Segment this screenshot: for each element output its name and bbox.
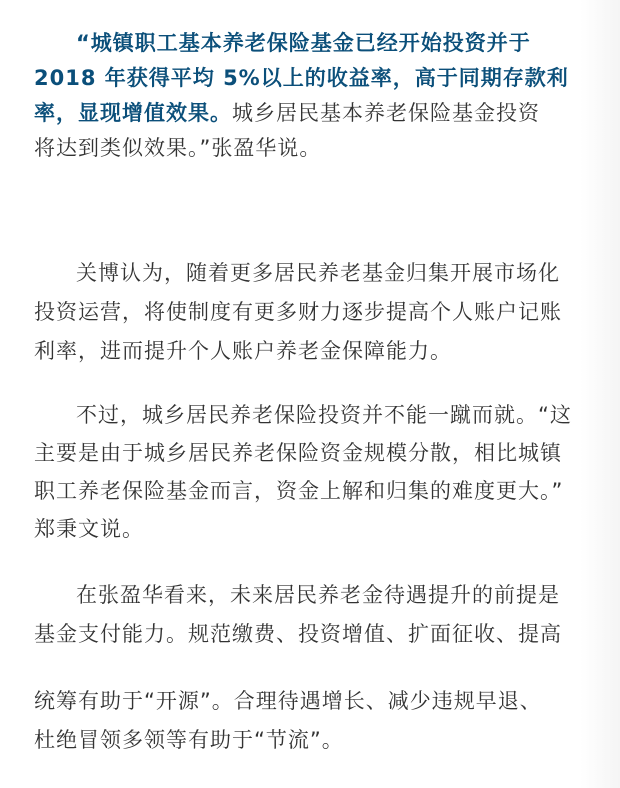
text-line: 统筹有助于“开源”。合理待遇增长、减少违规早退、 xyxy=(34,689,542,713)
text-line: 利率，进而提升个人账户养老金保障能力。 xyxy=(34,339,452,363)
text-line: 投资运营，将使制度有更多财力逐步提高个人账户记账 xyxy=(34,300,562,324)
text-line: 职工养老保险基金而言，资金上解和归集的难度更大。” xyxy=(34,479,564,503)
text-line: 将达到类似效果。”张盈华说。 xyxy=(34,136,322,160)
text-line: 在张盈华看来，未来居民养老金待遇提升的前提是 xyxy=(76,583,560,607)
paragraph-1 xyxy=(34,26,590,166)
text-line: 关博认为，随着更多居民养老基金归集开展市场化 xyxy=(76,261,560,285)
text-line: 基金支付能力。规范缴费、投资增值、扩面征收、提高 xyxy=(34,622,562,646)
text-line: 郑秉文说。 xyxy=(34,517,144,541)
text-line: 杜绝冒领多领等有助于“节流”。 xyxy=(34,728,344,752)
text-segment: 城乡居民基本养老保险基金投资 xyxy=(232,101,540,125)
text-line: “城镇职工基本养老保险基金已经开始投资并于 xyxy=(76,31,531,55)
paragraph-4 xyxy=(34,576,590,654)
text-line xyxy=(34,96,590,131)
paragraph-5 xyxy=(34,682,590,760)
text-segment-highlight: 率，显现增值效果。 xyxy=(34,101,232,125)
paragraph-3 xyxy=(34,396,590,548)
text-line: 主要是由于城乡居民养老保险资金规模分散，相比城镇 xyxy=(34,441,562,465)
text-line: 2018 年获得平均 5%以上的收益率，高于同期存款利 xyxy=(34,66,569,90)
paragraph-2 xyxy=(34,254,590,371)
text-line: 不过，城乡居民养老保险投资并不能一蹴而就。“这 xyxy=(76,403,572,427)
